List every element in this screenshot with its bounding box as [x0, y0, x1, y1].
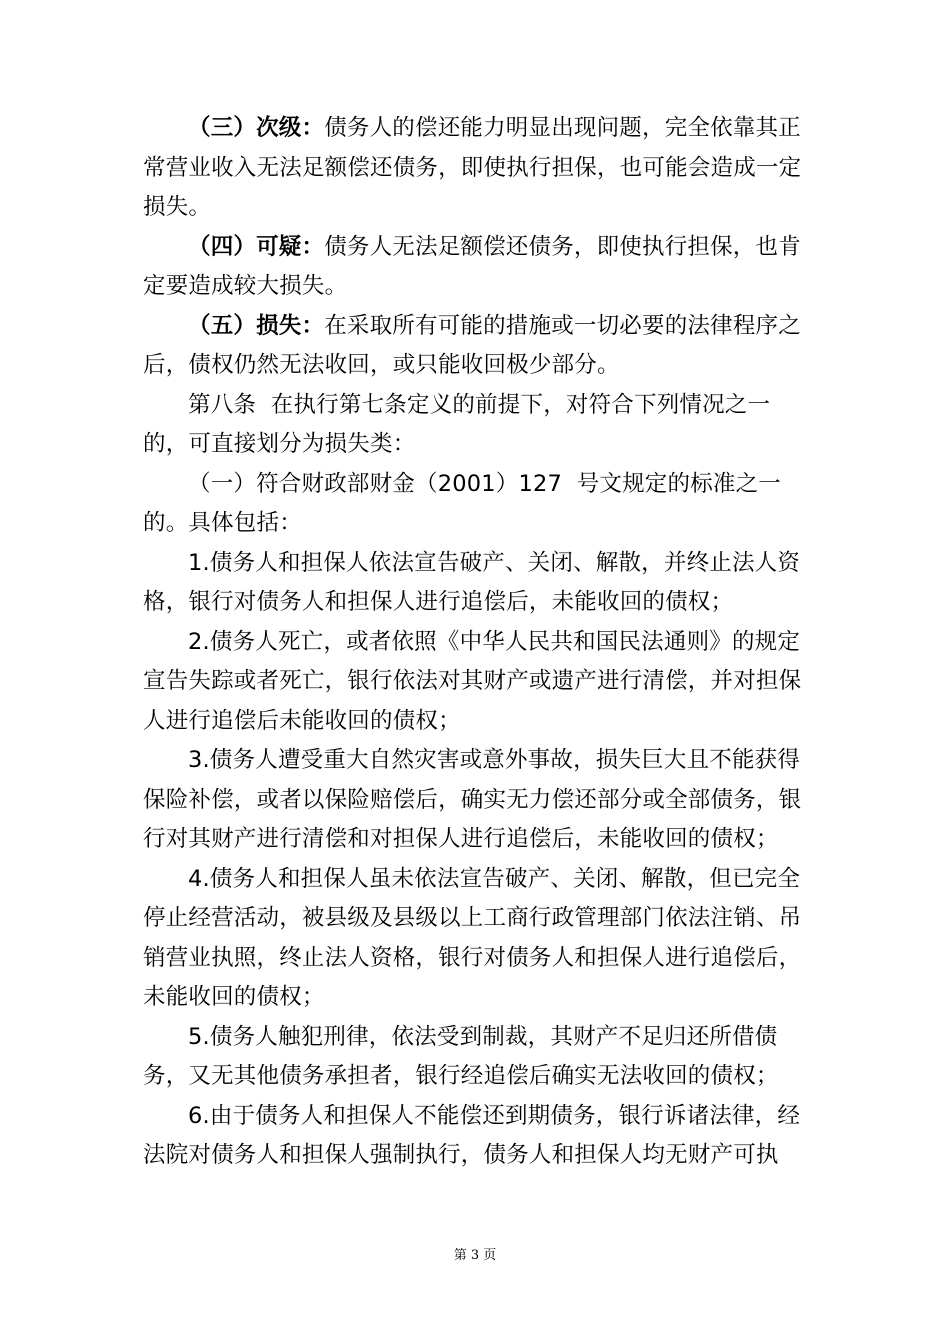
paragraph-lead: （三）次级： [188, 115, 325, 141]
paragraph-item-3 [143, 741, 811, 860]
paragraph-item-6 [143, 1097, 811, 1176]
paragraph-lead: （四）可疑： [188, 233, 325, 260]
paragraph-item-4 [143, 860, 811, 1018]
paragraph-text: （一）符合财政部财金（2001）127 号文规定的标准之一的。具体包括： [143, 470, 782, 536]
paragraph-item-1 [143, 544, 811, 623]
paragraph-clause-1 [143, 465, 811, 544]
paragraph-text: 5.债务人触犯刑律，依法受到制裁，其财产不足归还所借债务，又无其他债务承担者，银行经追偿后确实无法收回的债权； [143, 1023, 779, 1089]
paragraph-text: 债务人无法足额偿还债务，即使执行担保，也肯定要造成较大损失。 [143, 233, 801, 299]
paragraph-item-5 [143, 1018, 811, 1097]
paragraph-text: 4.债务人和担保人虽未依法宣告破产、关闭、解散，但已完全停止经营活动，被县级及县级以上工商行政管理部门依法注销、吊销营业执照，终止法人资格，银行对债务人和担保人进行追偿后，未能收回的债权； [143, 865, 802, 1010]
document-body [143, 109, 811, 1176]
paragraph-text: 3.债务人遭受重大自然灾害或意外事故，损失巨大且不能获得保险补偿，或者以保险赔偿后，确实无力偿还部分或全部债务，银行对其财产进行清偿和对担保人进行追偿后，未能收回的债权； [143, 747, 802, 852]
paragraph-text: 6.由于债务人和担保人不能偿还到期债务，银行诉诸法律，经法院对债务人和担保人强制执行，债务人和担保人均无财产可执 [143, 1102, 801, 1168]
paragraph-article-8 [143, 386, 811, 465]
paragraph-text: 第八条 在执行第七条定义的前提下，对符合下列情况之一的，可直接划分为损失类： [143, 391, 771, 457]
paragraph-grade-loss [143, 307, 811, 386]
paragraph-grade-substandard [143, 109, 811, 228]
paragraph-text: 债务人的偿还能力明显出现问题，完全依靠其正常营业收入无法足额偿还债务，即使执行担保，也可能会造成一定损失。 [143, 115, 802, 220]
paragraph-text: 2.债务人死亡，或者依照《中华人民共和国民法通则》的规定宣告失踪或者死亡，银行依法对其财产或遗产进行清偿，并对担保人进行追偿后未能收回的债权； [143, 628, 802, 734]
paragraph-lead: （五）损失： [188, 312, 325, 339]
page-number-footer: 第 3 页 [453, 1248, 497, 1263]
paragraph-item-2 [143, 623, 811, 742]
paragraph-text: 在采取所有可能的措施或一切必要的法律程序之后，债权仍然无法收回，或只能收回极少部分。 [143, 312, 801, 378]
paragraph-grade-doubtful [143, 228, 811, 307]
paragraph-text: 1.债务人和担保人依法宣告破产、关闭、解散，并终止法人资格，银行对债务人和担保人进行追偿后，未能收回的债权； [143, 549, 801, 615]
